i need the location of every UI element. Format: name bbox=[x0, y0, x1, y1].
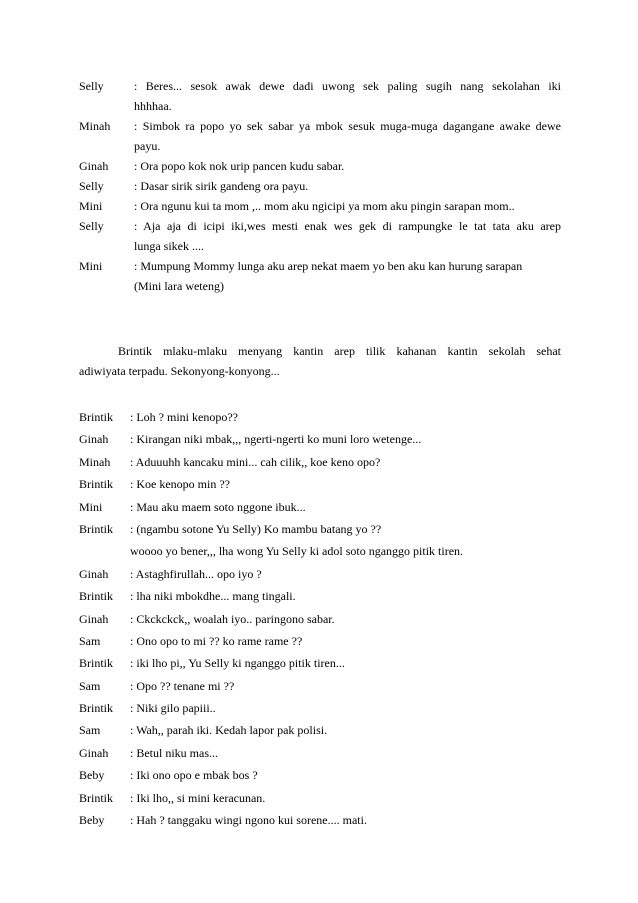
dialog-line bbox=[79, 256, 561, 276]
dialog-line bbox=[79, 809, 561, 831]
dialog-text: : Aja aja di icipi iki,wes mesti enak wes gek di rampungke le tat tata aku arep bbox=[134, 219, 561, 233]
speaker-name: Ginah bbox=[79, 611, 109, 626]
speaker-name bbox=[79, 96, 134, 116]
dialog-text: : Beres... sesok awak dewe dadi uwong sek paling sugih nang sekolahan iki bbox=[134, 79, 561, 93]
dialog-line bbox=[79, 787, 561, 809]
speaker-name: Sam bbox=[79, 678, 101, 693]
dialog-text: hhhhaa. bbox=[134, 99, 172, 113]
dialog-line bbox=[79, 96, 561, 116]
dialog-text: (Mini lara weteng) bbox=[134, 279, 224, 293]
dialog-text: : Kirangan niki mbak,,, ngerti-ngerti ko muni loro wetenge... bbox=[130, 432, 422, 447]
speaker-name: Brintik bbox=[79, 790, 114, 805]
dialog-line bbox=[79, 764, 561, 786]
dialog-line bbox=[79, 719, 561, 741]
dialog-text: : (ngambu sotone Yu Selly) Ko mambu batang yo ?? bbox=[130, 521, 382, 536]
dialog-text: : Aduuuhh kancaku mini... cah cilik,, koe keno opo? bbox=[130, 454, 381, 469]
dialog-line bbox=[79, 585, 561, 607]
speaker-name: Selly bbox=[79, 179, 104, 193]
speaker-name: Ginah bbox=[79, 159, 109, 173]
speaker-name: Brintik bbox=[79, 701, 114, 716]
speaker-name bbox=[79, 236, 134, 256]
speaker-name: Brintik bbox=[79, 410, 114, 424]
dialog-text: : Dasar sirik sirik gandeng ora payu. bbox=[134, 179, 309, 193]
dialog-text: : Hah ? tanggaku wingi ngono kui sorene.... mati. bbox=[130, 813, 367, 828]
dialog-text: : Mumpung Mommy lunga aku arep nekat maem yo ben aku kan hurung sarapan bbox=[134, 259, 523, 273]
speaker-name: Beby bbox=[79, 768, 105, 783]
dialog-line bbox=[79, 675, 561, 697]
dialog-text: : iki lho pi,, Yu Selly ki nganggo pitik tiren... bbox=[130, 656, 345, 671]
dialog-line bbox=[79, 540, 561, 562]
speaker-name bbox=[79, 136, 134, 156]
dialog-line bbox=[79, 652, 561, 674]
dialog-line bbox=[79, 76, 561, 96]
dialog-text: : Betul niku mas... bbox=[130, 745, 218, 760]
speaker-name: Brintik bbox=[79, 521, 114, 536]
dialog-line bbox=[79, 451, 561, 473]
dialog-text: : Opo ?? tenane mi ?? bbox=[130, 678, 235, 693]
narration-paragraph bbox=[79, 341, 561, 381]
dialog-section-1 bbox=[79, 76, 561, 296]
dialog-text: : Astaghfirullah... opo iyo ? bbox=[130, 566, 262, 581]
dialog-line bbox=[79, 236, 561, 256]
dialog-line bbox=[79, 630, 561, 652]
dialog-line bbox=[79, 156, 561, 176]
dialog-line bbox=[79, 742, 561, 764]
dialog-line bbox=[79, 176, 561, 196]
speaker-name: Mini bbox=[79, 199, 103, 213]
speaker-name: Ginah bbox=[79, 432, 109, 447]
dialog-text: : Koe kenopo min ?? bbox=[130, 477, 230, 492]
dialog-text: : Mau aku maem soto nggone ibuk... bbox=[130, 499, 306, 514]
dialog-section-2 bbox=[79, 406, 561, 831]
dialog-text: : Iki lho,, si mini keracunan. bbox=[130, 790, 266, 805]
dialog-line bbox=[79, 496, 561, 518]
dialog-line bbox=[79, 608, 561, 630]
dialog-line bbox=[79, 196, 561, 216]
narration-line-2: adiwiyata terpadu. Sekonyong-konyong... bbox=[79, 364, 280, 378]
dialog-text: woooo yo bener,,, lha wong Yu Selly ki adol soto nganggo pitik tiren. bbox=[130, 544, 464, 559]
speaker-name bbox=[79, 276, 134, 296]
dialog-text: : Ora ngunu kui ta mom ,.. mom aku ngicipi ya mom aku pingin sarapan mom.. bbox=[134, 199, 515, 213]
dialog-line bbox=[79, 136, 561, 156]
speaker-name: Sam bbox=[79, 633, 101, 648]
dialog-line bbox=[79, 428, 561, 450]
speaker-name: Selly bbox=[79, 79, 104, 93]
dialog-text: : Ora popo kok nok urip pancen kudu sabar. bbox=[134, 159, 345, 173]
dialog-text: : Iki ono opo e mbak bos ? bbox=[130, 768, 258, 783]
dialog-text: lunga sikek .... bbox=[134, 239, 204, 253]
narration-line-1: Brintik mlaku-mlaku menyang kantin arep tilik kahanan kantin sekolah sehat bbox=[118, 344, 561, 358]
speaker-name: Ginah bbox=[79, 566, 109, 581]
speaker-name: Mini bbox=[79, 499, 103, 514]
speaker-name: Mini bbox=[79, 259, 103, 273]
dialog-line bbox=[79, 276, 561, 296]
dialog-line bbox=[79, 116, 561, 136]
dialog-line bbox=[79, 518, 561, 540]
speaker-name: Selly bbox=[79, 219, 104, 233]
dialog-line bbox=[79, 473, 561, 495]
dialog-text: : Loh ? mini kenopo?? bbox=[130, 410, 238, 424]
speaker-name: Sam bbox=[79, 723, 101, 738]
speaker-name bbox=[79, 540, 130, 562]
dialog-text: : lha niki mbokdhe... mang tingali. bbox=[130, 589, 296, 604]
speaker-name: Brintik bbox=[79, 589, 114, 604]
dialog-text: payu. bbox=[134, 139, 161, 153]
speaker-name: Minah bbox=[79, 119, 111, 133]
speaker-name: Beby bbox=[79, 813, 105, 828]
speaker-name: Ginah bbox=[79, 745, 109, 760]
speaker-name: Brintik bbox=[79, 477, 114, 492]
dialog-line bbox=[79, 563, 561, 585]
speaker-name: Minah bbox=[79, 454, 111, 469]
dialog-text: : Simbok ra popo yo sek sabar ya mbok sesuk muga-muga dagangane awake dewe bbox=[134, 119, 561, 133]
speaker-name: Brintik bbox=[79, 656, 114, 671]
dialog-text: : Niki gilo papiii.. bbox=[130, 701, 216, 716]
dialog-text: : Ckckckck,, woalah iyo.. paringono sabar. bbox=[130, 611, 335, 626]
dialog-text: : Ono opo to mi ?? ko rame rame ?? bbox=[130, 633, 303, 648]
dialog-text: : Wah,, parah iki. Kedah lapor pak polisi. bbox=[130, 723, 328, 738]
dialog-line bbox=[79, 216, 561, 236]
dialog-line bbox=[79, 406, 561, 428]
dialog-line bbox=[79, 697, 561, 719]
